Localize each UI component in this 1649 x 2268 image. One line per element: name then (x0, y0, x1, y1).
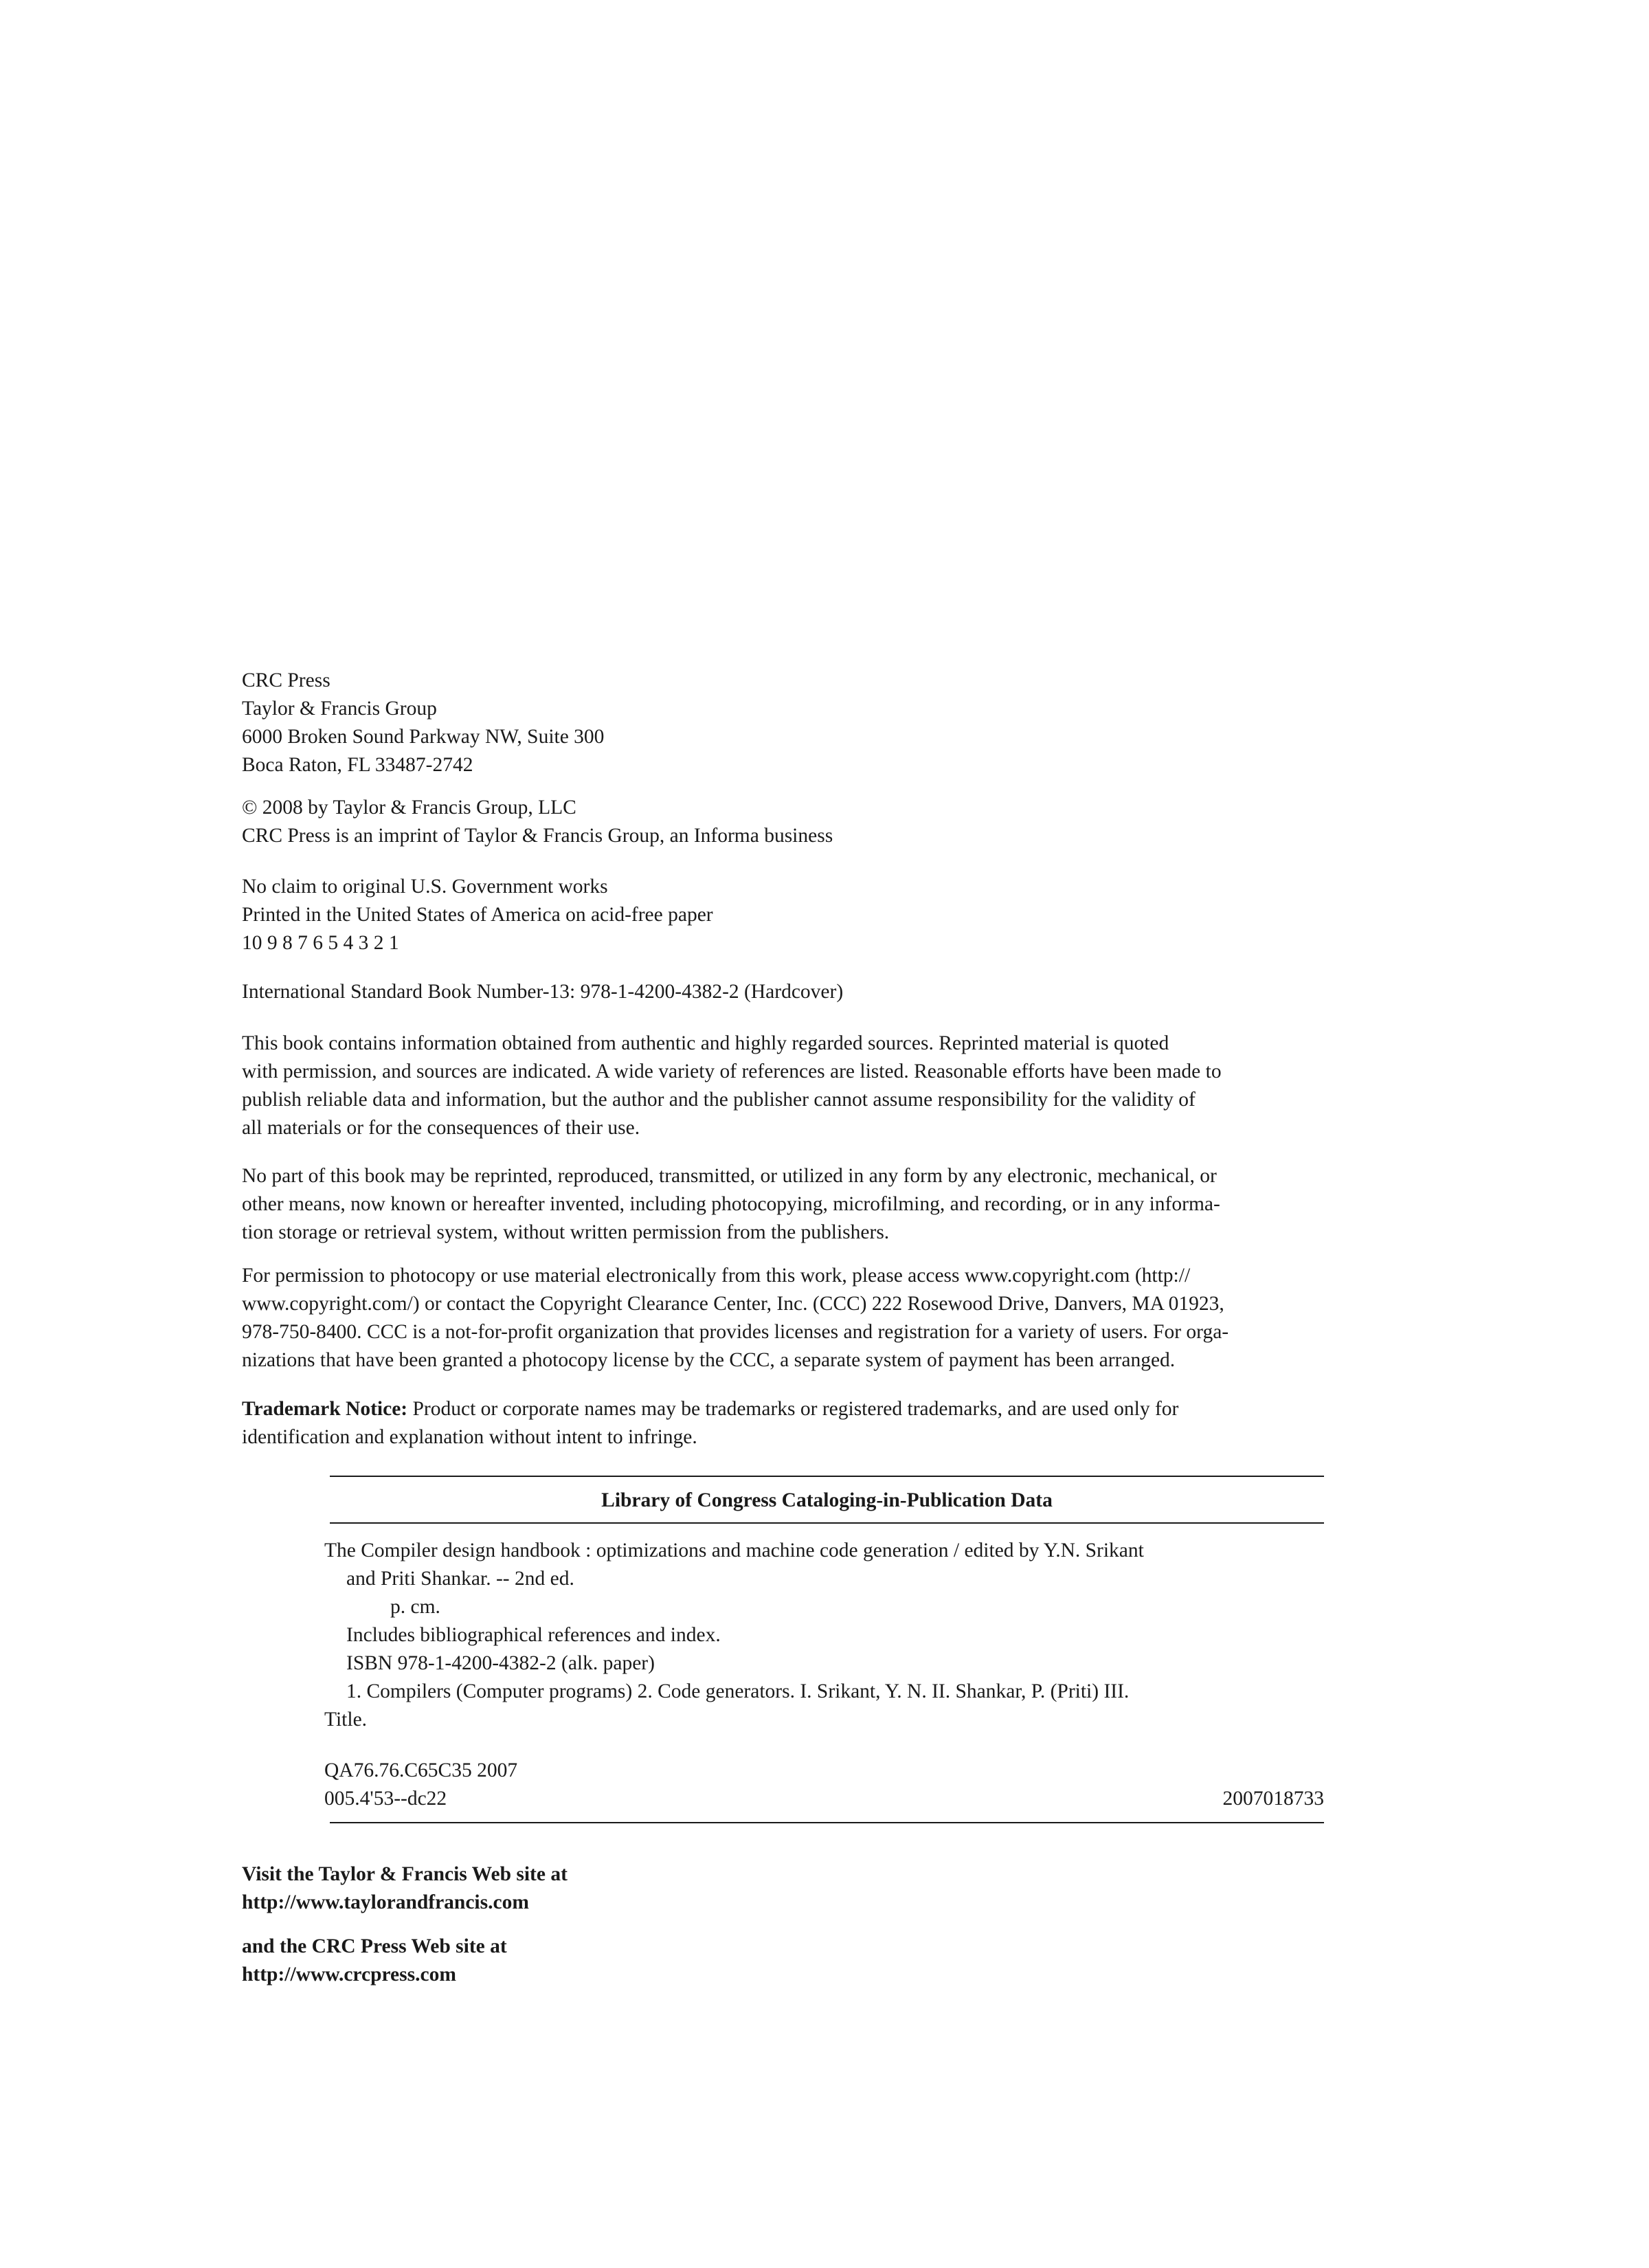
printing-number-line: 10 9 8 7 6 5 4 3 2 1 (242, 932, 399, 954)
copyright-notice (242, 794, 1413, 850)
government-works-line: No claim to original U.S. Government works (242, 876, 608, 898)
cip-entry (324, 1537, 1324, 1734)
permission-line: For permission to photocopy or use material electronically from this work, please access www.copyright.com (http:// (242, 1265, 1191, 1287)
cip-entry-line-1: The Compiler design handbook : optimizations and machine code generation / edited by Y.N. Srikant (324, 1539, 1144, 1561)
cip-classification (324, 1757, 1324, 1813)
publisher-address (242, 667, 1413, 779)
printed-in-line: Printed in the United States of America on acid-free paper (242, 904, 713, 926)
cip-title-rule (330, 1522, 1324, 1524)
trademark-label: Trademark Notice: (242, 1398, 408, 1420)
isbn-statement (242, 978, 1413, 1006)
trademark-line-1 (242, 1395, 1413, 1423)
cip-bottom-rule (330, 1822, 1324, 1823)
trademark-notice (242, 1395, 1413, 1452)
imprint-line: CRC Press is an imprint of Taylor & Francis Group, an Informa business (242, 825, 833, 847)
printing-info (242, 873, 1413, 957)
cip-includes: Includes bibliographical references and index. (346, 1624, 721, 1646)
permission-line: www.copyright.com/) or contact the Copyright Clearance Center, Inc. (CCC) 222 Rosewood Drive, Danvers, MA 01923, (242, 1293, 1224, 1315)
cip-subjects-line-1: 1. Compilers (Computer programs) 2. Code generators. I. Srikant, Y. N. II. Shankar, P. (Priti) III. (346, 1680, 1130, 1702)
crc-website-block (242, 1933, 1413, 1989)
cip-isbn: ISBN 978-1-4200-4382-2 (alk. paper) (346, 1652, 655, 1674)
cip-top-rule (330, 1476, 1324, 1477)
isbn-line: International Standard Book Number-13: 978-1-4200-4382-2 (Hardcover) (242, 981, 844, 1003)
cip-subjects-line-2: Title. (324, 1709, 368, 1731)
disclaimer-paragraph (242, 1030, 1413, 1142)
tf-website-block (242, 1860, 1413, 1917)
cip-title: Library of Congress Cataloging-in-Publication Data (601, 1489, 1053, 1511)
publisher-city: Boca Raton, FL 33487-2742 (242, 754, 473, 776)
cip-dewey: 005.4'53--dc22 (324, 1788, 447, 1810)
disclaimer-line: with permission, and sources are indicated. A wide variety of references are listed. Reasonable efforts have been made to (242, 1060, 1222, 1082)
publisher-name: CRC Press (242, 669, 330, 691)
trademark-text: Product or corporate names may be trademarks or registered trademarks, and are used only for (407, 1398, 1179, 1420)
permission-paragraph (242, 1262, 1413, 1375)
reproduction-line: No part of this book may be reprinted, reproduced, transmitted, or utilized in any form by any electronic, mechanical, or (242, 1165, 1217, 1187)
cip-lccn: 2007018733 (1222, 1788, 1324, 1810)
reproduction-line: tion storage or retrieval system, without written permission from the publishers. (242, 1221, 890, 1243)
publisher-group: Taylor & Francis Group (242, 698, 437, 720)
copyright-line: © 2008 by Taylor & Francis Group, LLC (242, 797, 576, 819)
crc-website-label: and the CRC Press Web site at (242, 1935, 507, 1957)
reproduction-line: other means, now known or hereafter invented, including photocopying, microfilming, and recording, or in any informa- (242, 1193, 1220, 1215)
permission-line: 978-750-8400. CCC is a not-for-profit organization that provides licenses and registration for a variety of users. For orga- (242, 1321, 1229, 1343)
publisher-street: 6000 Broken Sound Parkway NW, Suite 300 (242, 726, 605, 748)
permission-line: nizations that have been granted a photocopy license by the CCC, a separate system of payment has been arranged. (242, 1349, 1176, 1371)
tf-website-url[interactable]: http://www.taylorandfrancis.com (242, 1891, 529, 1913)
cip-pcm: p. cm. (390, 1596, 440, 1618)
disclaimer-line: all materials or for the consequences of their use. (242, 1117, 640, 1139)
disclaimer-line: publish reliable data and information, but the author and the publisher cannot assume responsibility for the validity of (242, 1089, 1196, 1111)
trademark-line-2: identification and explanation without intent to infringe. (242, 1426, 697, 1448)
cip-dewey-row (324, 1785, 1324, 1813)
reproduction-paragraph (242, 1162, 1413, 1247)
disclaimer-line: This book contains information obtained from authentic and highly regarded sources. Reprinted material is quoted (242, 1032, 1169, 1054)
cip-entry-line-2: and Priti Shankar. -- 2nd ed. (346, 1568, 574, 1590)
tf-website-label: Visit the Taylor & Francis Web site at (242, 1863, 568, 1885)
cip-lc-class: QA76.76.C65C35 2007 (324, 1759, 518, 1781)
crc-website-url[interactable]: http://www.crcpress.com (242, 1964, 456, 1986)
